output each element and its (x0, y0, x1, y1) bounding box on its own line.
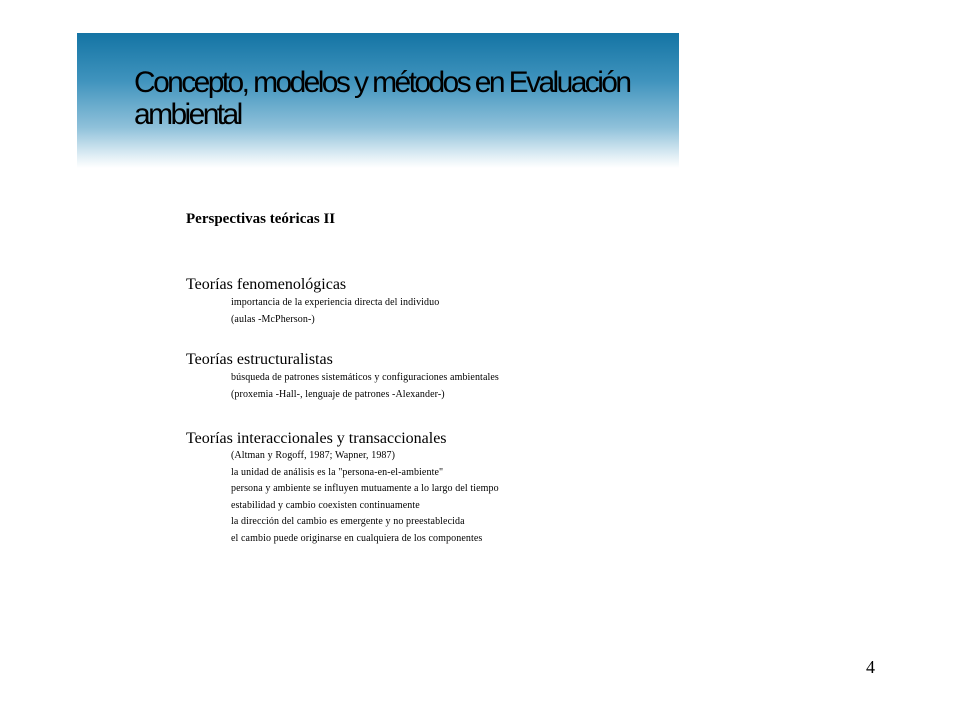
theory-detail-line: estabilidad y cambio coexisten continuamente (231, 499, 420, 511)
theory-detail-line: persona y ambiente se influyen mutuamente a lo largo del tiempo (231, 483, 499, 494)
theory-title: Teorías estructuralistas (186, 351, 333, 368)
title-banner (77, 33, 679, 168)
theory-block-transactional (186, 429, 499, 547)
theory-detail-line: búsqueda de patrones sistemáticos y configuraciones ambientales (231, 372, 499, 383)
theory-block-phenomenological (186, 275, 439, 328)
theory-title: Teorías fenomenológicas (186, 276, 347, 293)
theory-detail-line: el cambio puede originarse en cualquiera de los componentes (231, 532, 483, 544)
theory-detail-line: importancia de la experiencia directa del individuo (231, 297, 440, 308)
theory-detail-line: (Altman y Rogoff, 1987; Wapner, 1987) (231, 450, 396, 461)
theory-detail-line: (aulas -McPherson-) (231, 314, 315, 325)
theory-detail-line: la unidad de análisis es la "persona-en-el-ambiente" (231, 466, 444, 478)
theory-title: Teorías interaccionales y transaccionales (186, 430, 447, 447)
theory-block-structuralist (186, 350, 499, 403)
theory-detail-line: (proxemia -Hall-, lenguaje de patrones -Alexander-) (231, 389, 445, 400)
section-heading: Perspectivas teóricas II (186, 211, 336, 227)
page-number: 4 (866, 657, 875, 677)
theory-detail-line: la dirección del cambio es emergente y no preestablecida (231, 516, 465, 527)
slide-title: Concepto, modelos y métodos en Evaluación ambiental (134, 66, 630, 131)
